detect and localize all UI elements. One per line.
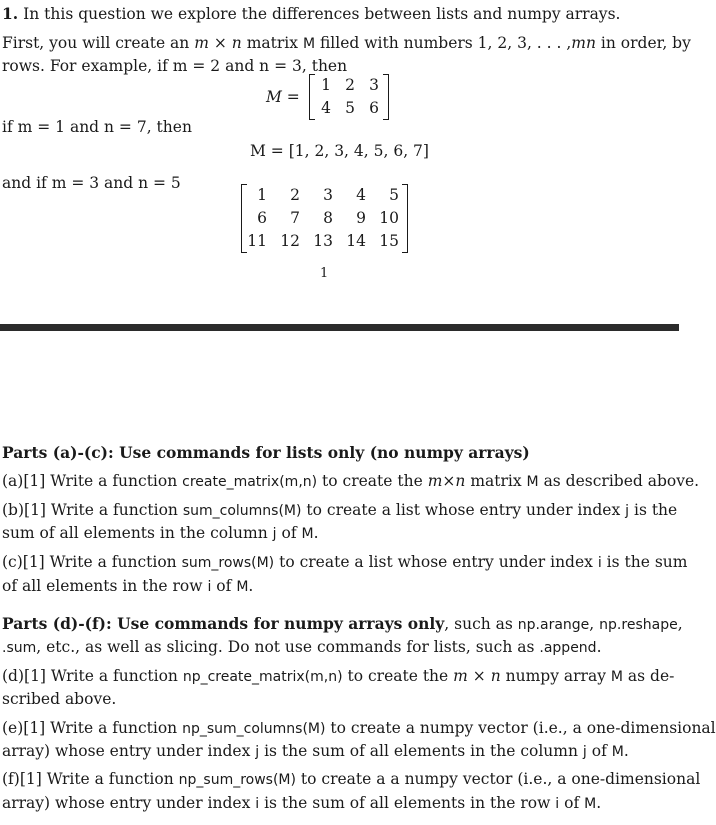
text: (a)[1] Write a function	[2, 472, 178, 490]
text: First, you will create an	[2, 34, 190, 52]
part-e-line-2	[2, 741, 629, 762]
part-b-line-1	[2, 500, 677, 521]
text: as described above.	[543, 472, 700, 490]
matrix-symbol: M	[526, 474, 539, 490]
matrix-cell: 3	[369, 76, 379, 94]
text: (d)[1] Write a function	[2, 667, 178, 685]
function-name: sum_columns(M)	[182, 503, 302, 519]
matrix-cell: 14	[346, 232, 366, 250]
function-name: sum_rows(M)	[181, 555, 275, 571]
matrix-cell: 2	[290, 186, 300, 204]
text: array) whose entry under index	[2, 794, 251, 812]
text: (e)[1] Write a function	[2, 719, 178, 737]
text: of	[216, 577, 232, 595]
parts-d-f-line-2	[2, 637, 602, 658]
text: to create a list whose entry under index	[306, 501, 621, 519]
matrix-cell: 15	[379, 232, 399, 250]
paragraph-line-2: rows. For example, if m = 2 and n = 3, then	[2, 57, 348, 75]
math-mn: mn	[571, 34, 596, 52]
text: .	[596, 638, 602, 656]
matrix-cell: 3	[323, 186, 333, 204]
part-c-line-2	[2, 576, 253, 597]
page-divider	[0, 324, 679, 331]
matrix-symbol: M	[584, 796, 597, 812]
matrix-cell: 4	[321, 99, 331, 117]
text: to create a a numpy vector (i.e., a one-dimensional	[300, 770, 701, 788]
text: matrix	[470, 472, 522, 490]
command-name: np.reshape	[599, 617, 678, 633]
math-n: n	[231, 34, 242, 52]
matrix-cell: 6	[257, 209, 267, 227]
right-bracket	[383, 74, 389, 120]
paragraph-line-1	[2, 33, 691, 54]
question-number: 1.	[2, 4, 19, 23]
matrix-cell: 1	[321, 76, 331, 94]
part-a	[2, 471, 699, 492]
case-2-text: if m = 1 and n = 7, then	[2, 118, 192, 136]
text: of all elements in the row	[2, 577, 203, 595]
matrix-symbol: M	[302, 36, 316, 52]
text: numpy array	[505, 667, 606, 685]
part-f-line-2	[2, 793, 601, 814]
question-intro-text: In this question we explore the differences between lists and numpy arrays.	[23, 5, 621, 23]
text: of	[281, 524, 297, 542]
index-symbol: j	[625, 503, 630, 519]
text: is the sum	[606, 553, 688, 571]
matrix-2x3-grid	[315, 74, 383, 120]
question-intro	[2, 4, 620, 24]
matrix-cell: 5	[389, 186, 399, 204]
matrix-cell: 13	[313, 232, 333, 250]
matrix-cell: 7	[290, 209, 300, 227]
matrix-cell: 4	[356, 186, 366, 204]
matrix-cell: 9	[356, 209, 366, 227]
text: in order, by	[600, 34, 691, 52]
text: to create a list whose entry under index	[279, 553, 593, 571]
text: is the sum of all elements in the row	[264, 794, 551, 812]
text: , such as	[444, 615, 513, 633]
text: to create the	[322, 472, 423, 490]
matrix-3x5-grid	[247, 184, 402, 253]
matrix-cell: 5	[345, 99, 355, 117]
math-times: ×	[213, 34, 227, 52]
matrix-symbol: M	[236, 579, 249, 595]
matrix-2x3	[309, 74, 389, 120]
part-c-line-1	[2, 552, 687, 573]
command-name: .append	[539, 640, 597, 656]
text: is the	[633, 501, 678, 519]
matrix-cell: 12	[280, 232, 300, 250]
right-bracket	[402, 184, 408, 253]
part-d-line-1	[2, 666, 674, 687]
text: .	[313, 524, 319, 542]
parts-d-f-heading	[2, 614, 683, 635]
index-symbol: j	[582, 744, 587, 760]
text: as de-	[627, 667, 675, 685]
matrix-cell: 11	[247, 232, 267, 250]
part-d-line-2: scribed above.	[2, 690, 117, 708]
function-name: create_matrix(m,n)	[182, 474, 318, 490]
text: of	[591, 742, 607, 760]
text: ,	[677, 615, 683, 633]
function-name: np_sum_columns(M)	[182, 721, 326, 737]
text: matrix	[246, 34, 298, 52]
function-name: np_sum_rows(M)	[178, 772, 296, 788]
text: to create the	[347, 667, 449, 685]
matrix-cell: 6	[369, 99, 379, 117]
index-symbol: j	[272, 526, 277, 542]
index-symbol: i	[255, 796, 260, 812]
command-name: .sum	[2, 640, 37, 656]
math: m × n	[453, 667, 501, 685]
text: .	[248, 577, 254, 595]
part-b-line-2	[2, 523, 319, 544]
equation-2: M = [1, 2, 3, 4, 5, 6, 7]	[250, 142, 429, 160]
text: of	[564, 794, 580, 812]
math-m: m	[194, 34, 209, 52]
command-name: np.arange	[517, 617, 590, 633]
matrix-cell: 2	[345, 76, 355, 94]
page-number: 1	[320, 266, 329, 281]
function-name: np_create_matrix(m,n)	[182, 669, 343, 685]
index-symbol: j	[255, 744, 260, 760]
text: (c)[1] Write a function	[2, 553, 177, 571]
case-3-text: and if m = 3 and n = 5	[2, 174, 181, 192]
matrix-cell: 1	[257, 186, 267, 204]
text: (f)[1] Write a function	[2, 770, 174, 788]
text: filled with numbers 1, 2, 3, . . . ,	[319, 34, 572, 52]
part-e-line-1	[2, 718, 716, 739]
text: ,	[589, 615, 595, 633]
matrix-cell: 10	[379, 209, 399, 227]
math: m×n	[427, 472, 466, 490]
index-symbol: i	[555, 796, 560, 812]
text: .	[623, 742, 629, 760]
matrix-symbol: M	[301, 526, 314, 542]
text: to create a numpy vector (i.e., a one-dimensional	[330, 719, 716, 737]
text: is the sum of all elements in the column	[264, 742, 578, 760]
equation-1-lhs: M =	[266, 88, 300, 106]
text: .	[596, 794, 602, 812]
part-f-line-1	[2, 769, 700, 790]
text: array) whose entry under index	[2, 742, 251, 760]
matrix-cell: 8	[323, 209, 333, 227]
text: sum of all elements in the column	[2, 524, 268, 542]
matrix-symbol: M	[610, 669, 623, 685]
heading-bold: Parts (d)-(f): Use commands for numpy arrays only	[2, 614, 445, 633]
text: , etc., as well as slicing. Do not use commands for lists, such as	[36, 638, 535, 656]
index-symbol: i	[597, 555, 602, 571]
index-symbol: i	[207, 579, 212, 595]
matrix-3x5	[241, 184, 408, 253]
text: (b)[1] Write a function	[2, 501, 178, 519]
parts-a-c-heading: Parts (a)-(c): Use commands for lists only (no numpy arrays)	[2, 443, 530, 462]
matrix-symbol: M	[611, 744, 624, 760]
